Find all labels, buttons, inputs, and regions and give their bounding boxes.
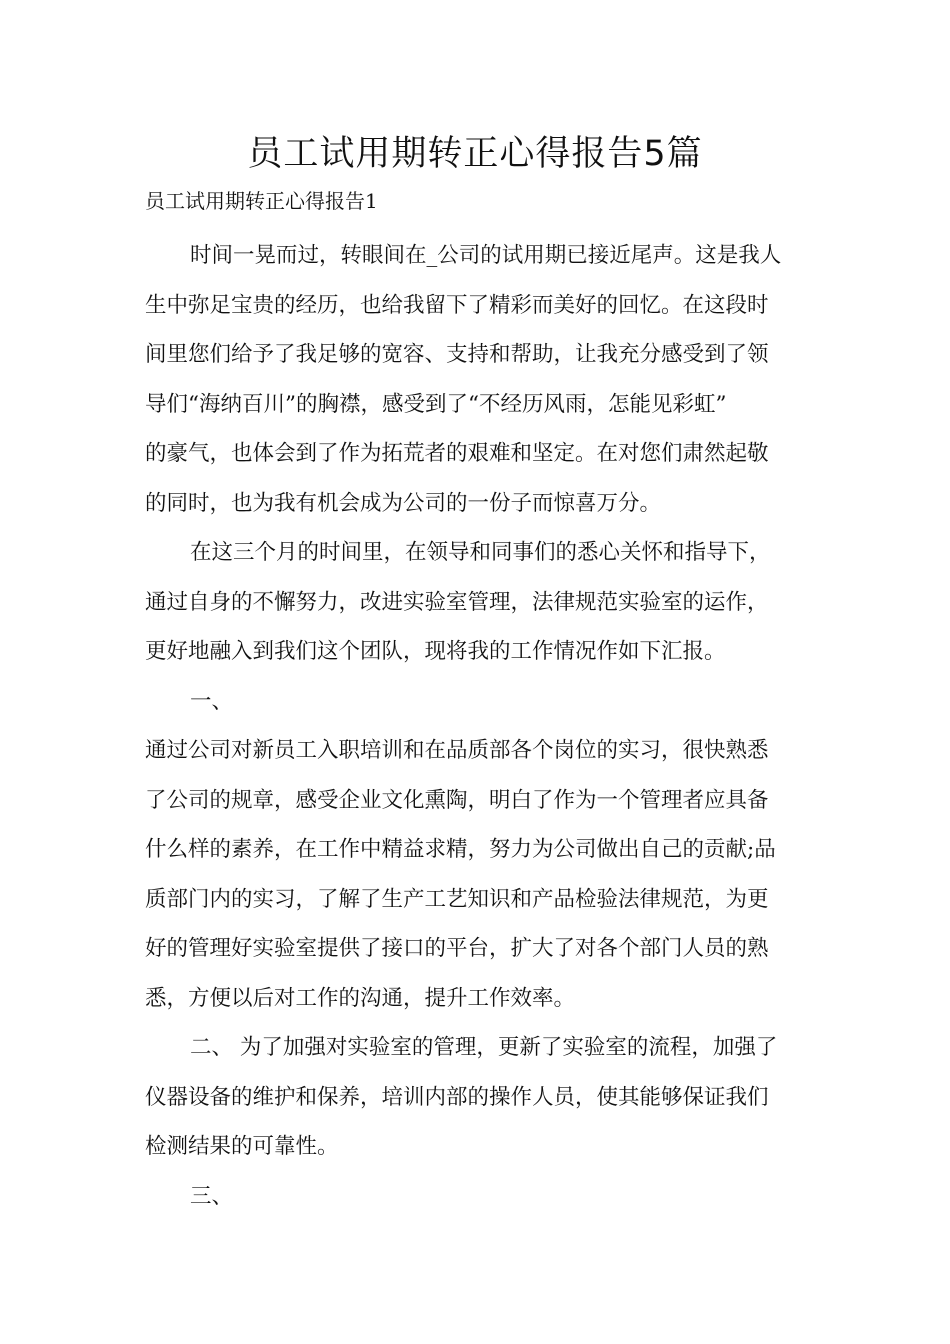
paragraph-intro — [145, 231, 807, 528]
paragraph-line: 导们“海纳百川”的胸襟，感受到了“不经历风雨，怎能见彩虹” — [145, 391, 727, 417]
paragraph-line: 什么样的素养，在工作中精益求精，努力为公司做出自己的贡献;品 — [145, 837, 776, 862]
section-heading-three — [145, 1172, 807, 1222]
paragraph-summary — [145, 528, 807, 677]
paragraph-line: 二、 为了加强对实验室的管理，更新了实验室的流程，加强了 — [190, 1035, 778, 1060]
paragraph-line: 的豪气，也体会到了作为拓荒者的艰难和坚定。在对您们肃然起敬 — [145, 441, 769, 466]
paragraph-line: 了公司的规章，感受企业文化熏陶，明白了作为一个管理者应具备 — [145, 787, 769, 813]
paragraph-line: 检测结果的可靠性。 — [145, 1134, 339, 1159]
document-subtitle: 员工试用期转正心得报告1 — [145, 189, 378, 213]
document-body — [145, 231, 807, 1221]
paragraph-line: 一、 — [190, 688, 234, 714]
paragraph-line: 的同时，也为我有机会成为公司的一份子而惊喜万分。 — [145, 490, 662, 516]
section-heading-one — [145, 677, 807, 727]
paragraph-section-one — [145, 726, 807, 1023]
paragraph-line: 悉，方便以后对工作的沟通，提升工作效率。 — [145, 985, 576, 1011]
paragraph-line: 质部门内的实习，了解了生产工艺知识和产品检验法律规范，为更 — [145, 886, 769, 912]
paragraph-line: 时间一晃而过，转眼间在_公司的试用期已接近尾声。这是我人 — [190, 243, 782, 268]
paragraph-line: 间里您们给予了我足够的宽容、支持和帮助，让我充分感受到了领 — [145, 342, 769, 367]
paragraph-line: 仪器设备的维护和保养，培训内部的操作人员，使其能够保证我们 — [145, 1084, 769, 1110]
paragraph-line: 三、 — [190, 1183, 234, 1209]
paragraph-line: 通过公司对新员工入职培训和在品质部各个岗位的实习，很快熟悉 — [145, 738, 769, 763]
paragraph-line: 更好地融入到我们这个团队，现将我的工作情况作如下汇报。 — [145, 639, 726, 664]
paragraph-section-two — [145, 1023, 807, 1172]
paragraph-line: 在这三个月的时间里，在领导和同事们的悉心关怀和指导下， — [190, 540, 771, 565]
paragraph-line: 通过自身的不懈努力，改进实验室管理，法律规范实验室的运作， — [145, 589, 769, 615]
paragraph-line: 好的管理好实验室提供了接口的平台，扩大了对各个部门人员的熟 — [145, 936, 769, 961]
paragraph-line: 生中弥足宝贵的经历，也给我留下了精彩而美好的回忆。在这段时 — [145, 292, 769, 318]
document-title: 员工试用期转正心得报告5篇 — [247, 134, 703, 174]
